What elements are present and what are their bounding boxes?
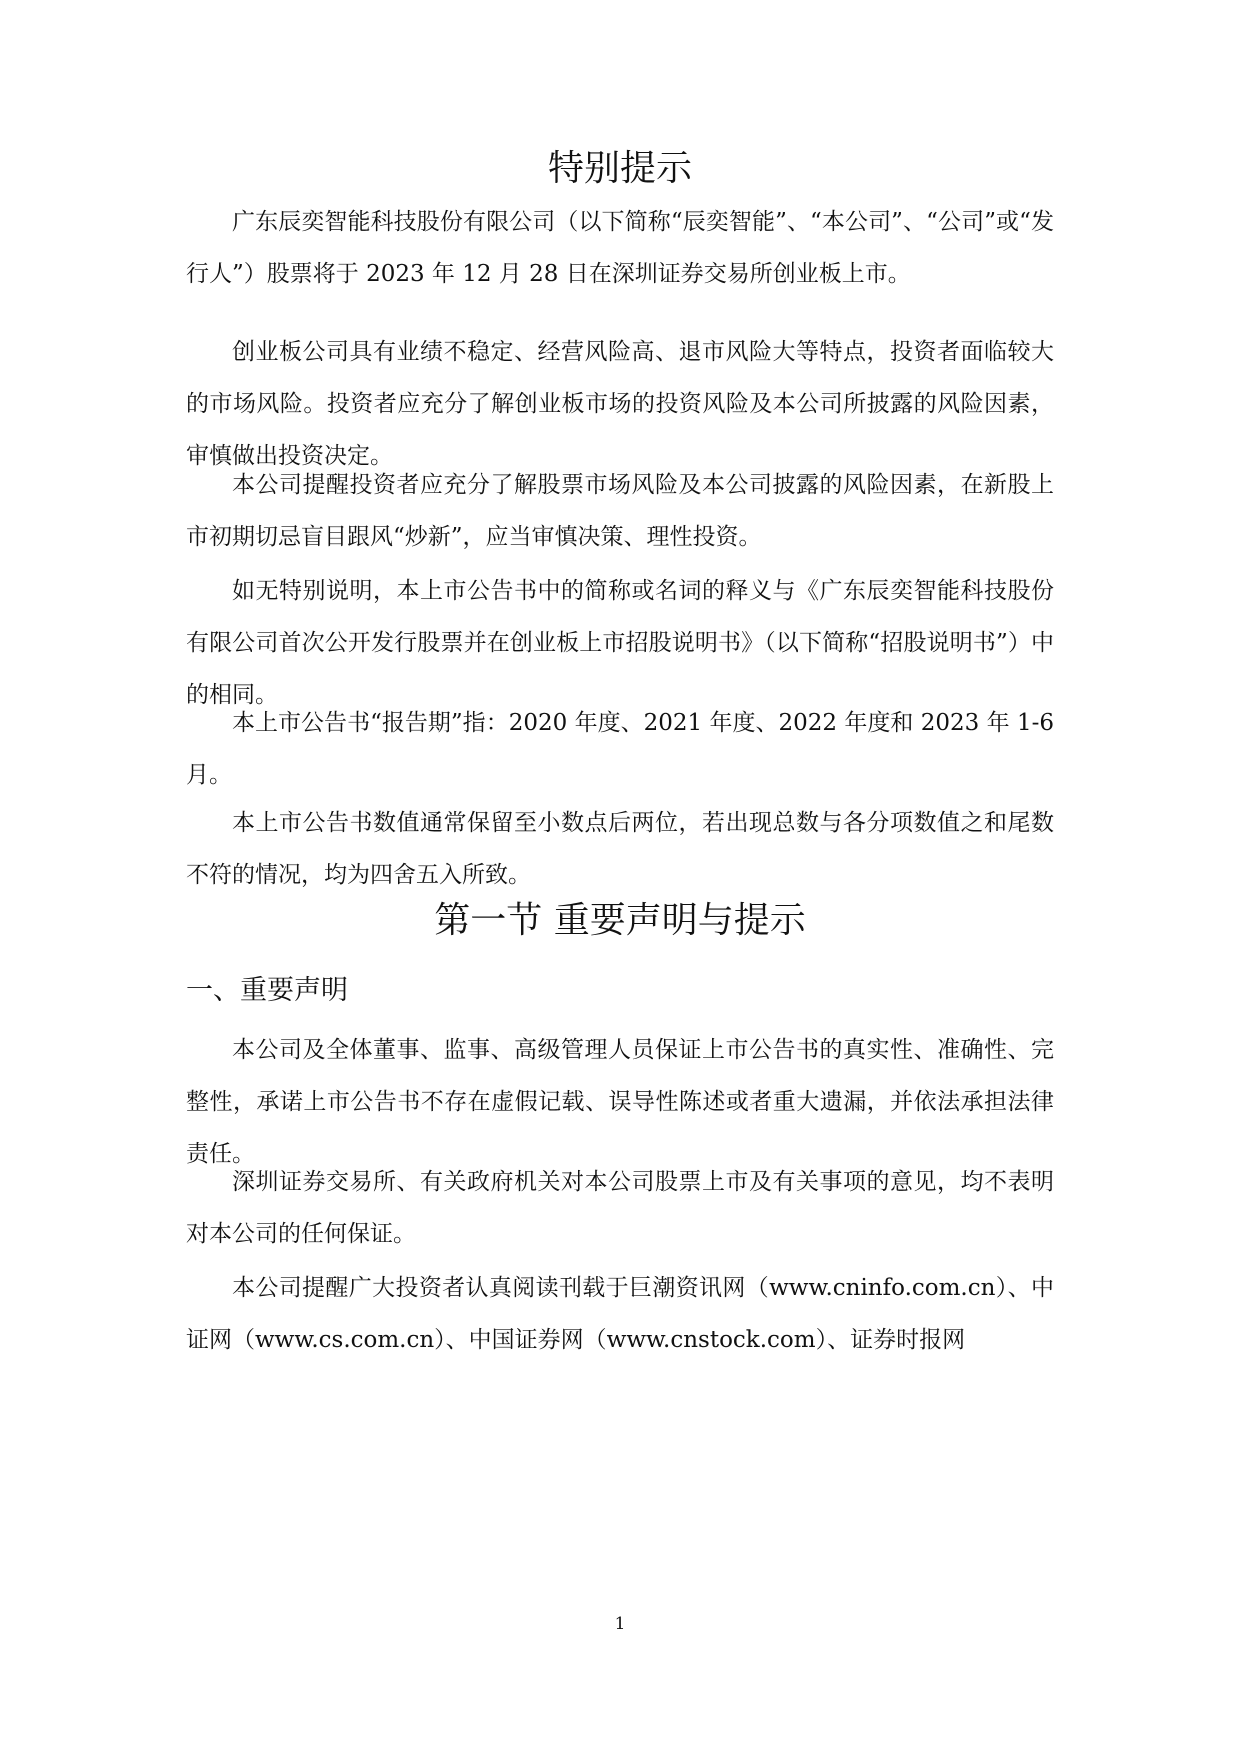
- special-notice-title: 特别提示: [547, 148, 692, 189]
- notice-paragraph-1: 广东辰奕智能科技股份有限公司（以下简称“辰奕智能”、“本公司”、“公司”或“发行人”）股票将于 2023 年 12 月 28 日在深圳证券交易所创业板上市。: [186, 209, 1054, 287]
- notice-paragraph-6: 本上市公告书数值通常保留至小数点后两位，若出现总数与各分项数值之和尾数不符的情况，均为四舍五入所致。: [186, 810, 1054, 888]
- notice-paragraph-3: 本公司提醒投资者应充分了解股票市场风险及本公司披露的风险因素，在新股上市初期切忌盲目跟风“炒新”，应当审慎决策、理性投资。: [186, 472, 1054, 550]
- notice-paragraph-2: 创业板公司具有业绩不稳定、经营风险高、退市风险大等特点，投资者面临较大的市场风险。投资者应充分了解创业板市场的投资风险及本公司所披露的风险因素，审慎做出投资决定。: [186, 339, 1054, 469]
- subsection-heading: 一、重要声明: [186, 975, 348, 1006]
- notice-paragraph-5: 本上市公告书“报告期”指：2020 年度、2021 年度、2022 年度和 2023 年 1-6 月。: [186, 710, 1054, 788]
- declaration-paragraph-1: 本公司及全体董事、监事、高级管理人员保证上市公告书的真实性、准确性、完整性，承诺上市公告书不存在虚假记载、误导性陈述或者重大遗漏，并依法承担法律责任。: [186, 1037, 1054, 1167]
- section-title: 第一节 重要声明与提示: [434, 900, 806, 941]
- declaration-paragraph-2: 深圳证券交易所、有关政府机关对本公司股票上市及有关事项的意见，均不表明对本公司的任何保证。: [186, 1169, 1054, 1247]
- notice-paragraph-4: 如无特别说明，本上市公告书中的简称或名词的释义与《广东辰奕智能科技股份有限公司首次公开发行股票并在创业板上市招股说明书》（以下简称“招股说明书”）中的相同。: [186, 578, 1054, 708]
- declaration-paragraph-3: 本公司提醒广大投资者认真阅读刊载于巨潮资讯网（www.cninfo.com.cn）、中证网（www.cs.com.cn）、中国证券网（www.cnstock.com）、证券时报网: [186, 1275, 1054, 1353]
- page-number: 1: [614, 1614, 626, 1634]
